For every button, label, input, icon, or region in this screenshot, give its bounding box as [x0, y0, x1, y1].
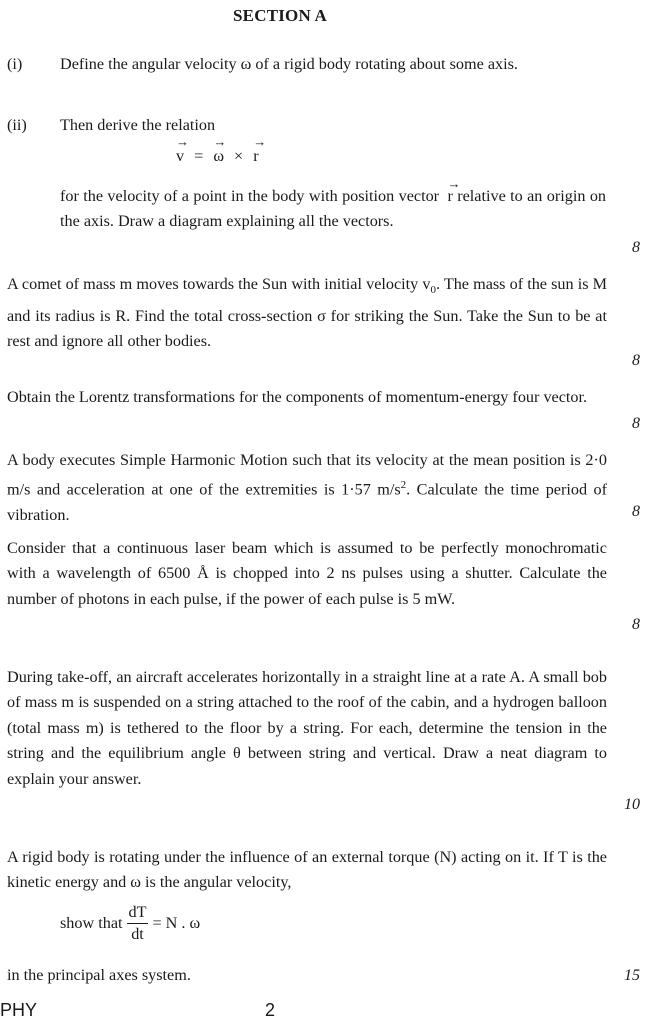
q7-show-that: show that: [60, 913, 123, 932]
q1-ii-continuation: [60, 184, 606, 235]
q1-marks: 8: [632, 239, 640, 256]
footer-page-number: 2: [265, 1000, 276, 1020]
q3-marks: 8: [632, 415, 640, 432]
q4-text-b: . Calculate the time period of vibration.: [7, 480, 607, 525]
q2-text-b: . The mass of the sun is M and its radius is R. Find the total cross-section σ for striking the Sun. Take the Sun to be at rest and ignore all other bodies.: [7, 275, 607, 351]
q6-text: During take-off, an aircraft accelerates horizontally in a straight line at a rate A. A small bob of mass m is suspended on a string attached to the roof of the cabin, and a hydrogen balloon (total mass m) is tethered to the floor by a string. For each, determine the tension in the string and the equilibrium angle θ between string and vertical. Draw a neat diagram to explain your answer.: [7, 668, 607, 788]
q2-marks: 8: [632, 352, 640, 369]
relation-r: → r: [253, 147, 258, 166]
q1-relation: [176, 147, 259, 166]
q1-i-text: Define the angular velocity ω of a rigid body rotating about some axis.: [60, 55, 518, 73]
q3-text: Obtain the Lorentz transformations for the components of momentum-energy four vector.: [7, 388, 588, 406]
q1-ii-text: Then derive the relation: [60, 116, 216, 134]
q1-ii-label: (ii): [7, 116, 27, 134]
q7-fraction-numerator: dT: [127, 902, 149, 924]
q7-text-end: in the principal axes system.: [7, 966, 191, 984]
relation-times: ×: [234, 147, 244, 165]
q1-i-label: (i): [7, 55, 23, 73]
q7-equation: [60, 902, 200, 944]
q2-subscript: 0: [430, 284, 436, 297]
q2-text: [7, 272, 607, 354]
relation-v: → v: [176, 147, 184, 166]
q1-position-vector: → r: [447, 184, 452, 209]
q7-fraction: [127, 902, 149, 944]
q7-marks: 15: [624, 967, 640, 984]
q7-text: A rigid body is rotating under the influence of an external torque (N) acting on it. If T is the kinetic energy and ω is the angular velocity,: [7, 848, 607, 892]
q1-ii-text2b: relative to an origin on the axis. Draw a diagram explaining all the vectors.: [60, 187, 607, 231]
q7-rhs: = N . ω: [152, 913, 201, 932]
section-title: SECTION A: [233, 6, 327, 25]
footer-subject-code: PHY: [0, 1000, 38, 1020]
q7-fraction-denominator: dt: [131, 925, 144, 943]
q2-text-a: A comet of mass m moves towards the Sun with initial velocity v: [7, 275, 431, 293]
q4-text: [7, 448, 607, 529]
relation-equals: =: [194, 147, 204, 165]
q5-marks: 8: [632, 616, 640, 633]
q1-ii-text2a: for the velocity of a point in the body with position vector: [60, 187, 440, 205]
q4-text-a: A body executes Simple Harmonic Motion such that its velocity at the mean position is 2·0 m/s and acceleration at one of the extremities is 1·57 m/s: [7, 451, 607, 499]
relation-omega: → ω: [213, 147, 224, 166]
q6-marks: 10: [624, 796, 640, 813]
q5-text: Consider that a continuous laser beam which is assumed to be perfectly monochromatic with a wavelength of 6500 Å is chopped into 2 ns pulses using a shutter. Calculate the number of photons in each pulse, if the power of each pulse is 5 mW.: [7, 539, 607, 608]
q4-superscript: 2: [400, 479, 407, 492]
q4-marks: 8: [632, 503, 640, 520]
